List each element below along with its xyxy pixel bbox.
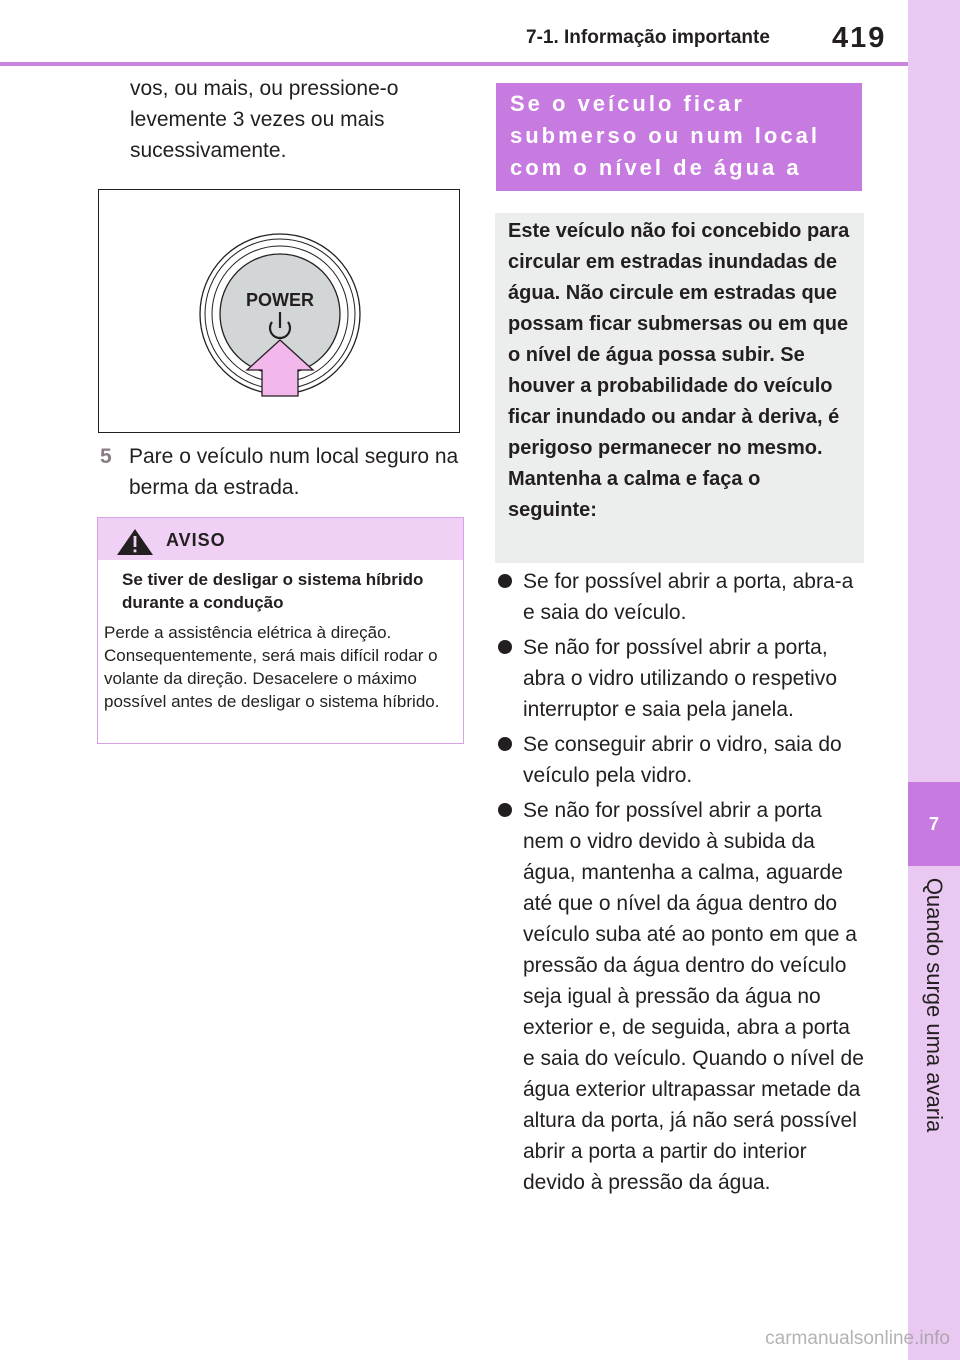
page-number: 419 (832, 22, 887, 54)
list-item-text: Se não for possível abrir a porta nem o vidro devido à subida da água, mantenha a calma, aguarde até que o nível da água dentro do veículo suba até ao ponto em que a pressão da água dentro do veículo seja igual à pressão da água no exterior e, de seguida, abra a porta e saia do veículo. Quando o nível de água exterior ultrapassar metade da altura da porta, já não será possível abrir a porta a partir do interior devido à pressão da água. (523, 799, 864, 1194)
note-box: Este veículo não foi concebido para circular em estradas inundadas de água. Não circule em estradas que possam ficar submersas ou em que o nível de água possa subir. Se houver a probabilidade do veículo ficar inundado ou andar à deriva, é perigoso permanecer no mesmo. Mantenha a calma e faça o seguinte: (495, 213, 864, 563)
step-5 (100, 441, 460, 503)
warning-triangle-icon (116, 528, 154, 556)
warning-label: AVISO (166, 530, 226, 550)
warning-box (97, 517, 464, 744)
list-item-text: Se conseguir abrir o vidro, saia do veículo pela vidro. (523, 733, 842, 787)
instruction-list (496, 566, 866, 1202)
list-item (496, 632, 866, 725)
bullet-icon (498, 574, 512, 588)
chapter-number-tab[interactable]: 7 (908, 782, 960, 866)
chapter-tab-label: Quando surge uma avaria (922, 877, 947, 1133)
intro-paragraph: vos, ou mais, ou pressione-o levemente 3 vezes ou mais sucessivamente. (130, 77, 399, 162)
bullet-icon (498, 803, 512, 817)
section-title: 7-1. Informação importante (526, 27, 770, 48)
list-item (496, 729, 866, 791)
section-heading: Se o veículo ficar submerso ou num local com o nível de água a subir (496, 83, 862, 191)
warning-body: Perde a assistência elétrica à direção. Consequentemente, será mais difícil rodar o volante da direção. Desacelere o máximo possível antes de desligar o sistema híbrido. (104, 623, 440, 711)
list-item (496, 795, 866, 1198)
step-text: Pare o veículo num local seguro na berma da estrada. (129, 445, 459, 499)
warning-header (98, 518, 463, 560)
list-item-text: Se for possível abrir a porta, abra-a e saia do veículo. (523, 570, 854, 624)
power-button-figure (98, 189, 460, 433)
watermark: carmanualsonline.info (765, 1328, 950, 1349)
step-number: 5 (100, 445, 112, 468)
power-button-illustration (99, 190, 459, 432)
chapter-tab-strip (908, 0, 960, 1360)
warning-subheading: Se tiver de desligar o sistema híbrido durante a condução (122, 570, 424, 612)
list-item (496, 566, 866, 628)
list-item-text: Se não for possível abrir a porta, abra o vidro utilizando o respetivo interruptor e saia pela janela. (523, 636, 838, 721)
bullet-icon (498, 640, 512, 654)
power-button-label: POWER (245, 290, 315, 310)
header-divider (0, 62, 908, 66)
bullet-icon (498, 737, 512, 751)
